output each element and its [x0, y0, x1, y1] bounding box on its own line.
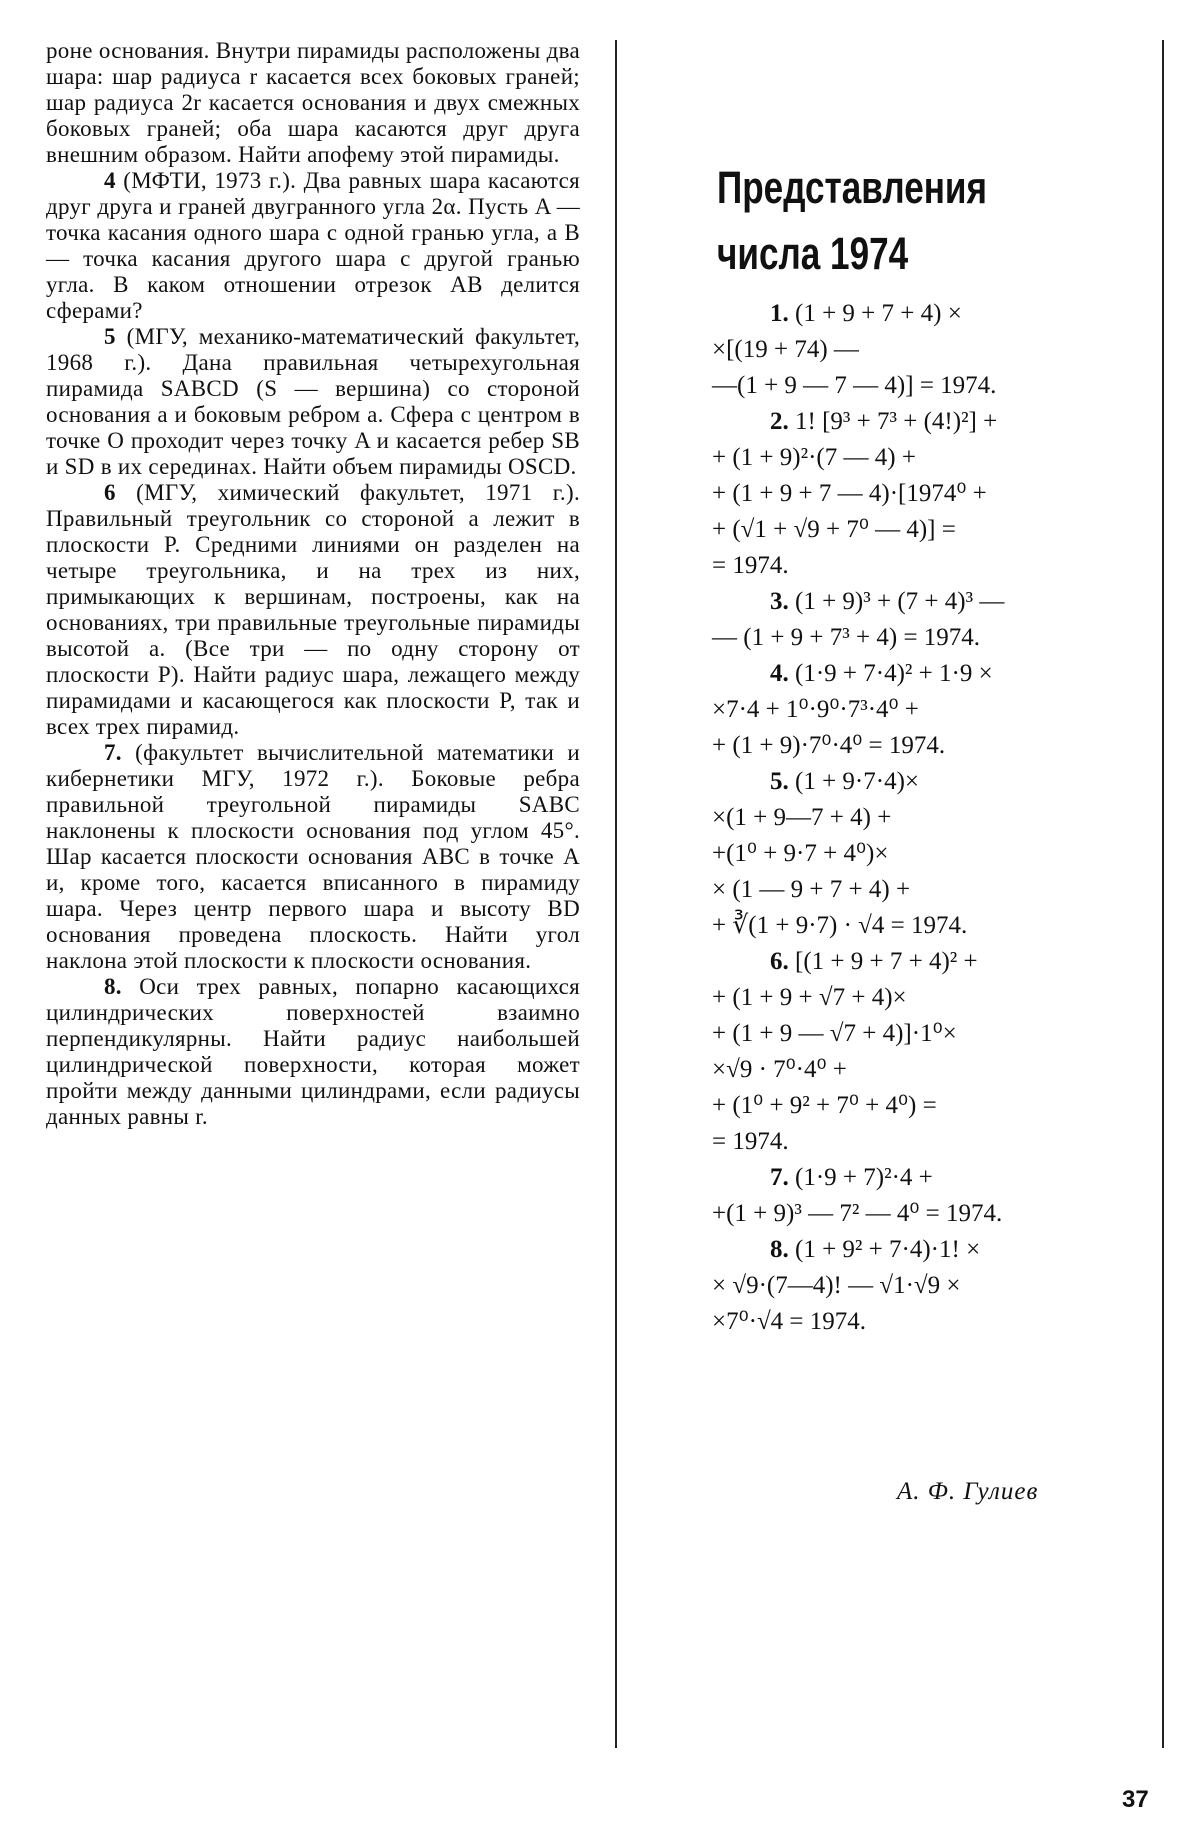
formula-text: + ∛(1 + 9·7) · √4 = 1974.	[712, 912, 968, 939]
formula-1	[712, 296, 1072, 404]
title-line-1: Представления	[717, 162, 987, 213]
formula-3	[712, 584, 1072, 656]
formula-text: ×[(19 + 74) —	[712, 336, 859, 363]
formula-line	[712, 296, 1072, 332]
formula-text: [(1 + 9 + 7 + 4)² +	[788, 948, 978, 975]
formula-text: + (1 + 9)·7⁰·4⁰ = 1974.	[712, 732, 946, 759]
formula-line	[712, 1268, 1072, 1304]
formula-line	[712, 656, 1072, 692]
formula-text: = 1974.	[712, 552, 789, 579]
problem-8	[46, 974, 580, 1130]
problem-number: 5	[104, 324, 116, 349]
problem-text: (факультет вычислительной математики и кибернетики МГУ, 1972 г.). Боковые ребра правильной треугольной пирамиды SABC наклонены к плоскости основания под углом 45°. Шар касается плоскости основания ABC в точке A и, кроме того, касается вписанного в пирамиду шара. Через центр первого шара и высоту BD основания проведена плоскость. Найти угол наклона этой плоскости к плоскости основания.	[46, 740, 580, 973]
author-signature: А. Ф. Гулиев	[897, 1478, 1039, 1505]
formula-line	[712, 1016, 1072, 1052]
formula-line	[712, 368, 1072, 404]
page-number: 37	[1122, 1786, 1149, 1813]
formula-number: 4.	[770, 660, 789, 687]
formula-text: + (1 + 9 + 7 — 4)·[1974⁰ +	[712, 480, 987, 507]
formula-text: +(1⁰ + 9·7 + 4⁰)×	[712, 840, 889, 867]
formula-line	[712, 404, 1072, 440]
formula-text: +(1 + 9)³ — 7² — 4⁰ = 1974.	[712, 1200, 1003, 1227]
problem-5	[46, 324, 580, 480]
formula-line	[712, 512, 1072, 548]
formula-line	[712, 692, 1072, 728]
formula-list	[712, 296, 1072, 1340]
formula-text: (1·9 + 7·4)² + 1·9 ×	[788, 660, 993, 687]
formula-line	[712, 728, 1072, 764]
formula-4	[712, 656, 1072, 764]
problem-number: 6	[104, 480, 116, 505]
formula-number: 1.	[770, 300, 789, 327]
column-divider-right	[1162, 40, 1164, 1748]
formula-2	[712, 404, 1072, 584]
problem-number: 4	[104, 168, 116, 193]
formula-line	[712, 1304, 1072, 1340]
formula-line	[712, 800, 1072, 836]
formula-line	[712, 764, 1072, 800]
formula-text: (1·9 + 7)²·4 +	[788, 1164, 933, 1191]
formula-text: = 1974.	[712, 1128, 789, 1155]
article-title	[717, 155, 1045, 287]
problem-6	[46, 480, 580, 740]
formula-line	[712, 1196, 1072, 1232]
formula-text: ×(1 + 9—7 + 4) +	[712, 804, 892, 831]
formula-text: —(1 + 9 — 7 — 4)] = 1974.	[712, 372, 997, 399]
formula-text: (1 + 9)³ + (7 + 4)³ —	[788, 588, 1005, 615]
formula-line	[712, 980, 1072, 1016]
formula-text: + (1 + 9)²·(7 — 4) +	[712, 444, 916, 471]
formula-number: 7.	[770, 1164, 789, 1191]
formula-text: (1 + 9 + 7 + 4) ×	[788, 300, 962, 327]
problem-text: (МФТИ, 1973 г.). Два равных шара касаются друг друга и граней двугранного угла 2α. Пусть A — точка касания одного шара с одной гранью угла, а B — точка касания другого шара с другой гранью угла. В каком отношении отрезок AB делится сферами?	[46, 168, 580, 323]
left-column	[46, 38, 580, 1130]
formula-line	[712, 1088, 1072, 1124]
problem-number: 7.	[104, 740, 122, 765]
formula-text: + (1 + 9 — √7 + 4)]·1⁰×	[712, 1020, 957, 1047]
problem-text: Оси трех равных, попарно касающихся цилиндрических поверхностей взаимно перпендикулярны. Найти радиус наибольшей цилиндрической поверхности, которая может пройти между данными цилиндрами, если радиусы данных равны r.	[46, 974, 580, 1129]
formula-number: 3.	[770, 588, 789, 615]
intro-paragraph: роне основания. Внутри пирамиды расположены два шара: шар радиуса r касается всех боковых граней; шар радиуса 2r касается основания и двух смежных боковых граней; оба шара касаются друг друга внешним образом. Найти апофему этой пирамиды.	[46, 38, 580, 167]
formula-5	[712, 764, 1072, 944]
title-line-2: числа 1974	[717, 228, 909, 279]
formula-text: ×7⁰·√4 = 1974.	[712, 1308, 867, 1335]
formula-text: × (1 — 9 + 7 + 4) +	[712, 876, 911, 903]
formula-number: 8.	[770, 1236, 789, 1263]
formula-text: + (1⁰ + 9² + 7⁰ + 4⁰) =	[712, 1092, 937, 1119]
problem-7	[46, 740, 580, 974]
formula-line	[712, 908, 1072, 944]
formula-number: 2.	[770, 408, 789, 435]
formula-line	[712, 620, 1072, 656]
formula-line	[712, 1124, 1072, 1160]
formula-line	[712, 836, 1072, 872]
problem-number: 8.	[104, 974, 122, 999]
formula-7	[712, 1160, 1072, 1232]
formula-text: × √9·(7—4)! — √1·√9 ×	[712, 1272, 961, 1299]
formula-text: ×7·4 + 1⁰·9⁰·7³·4⁰ +	[712, 696, 919, 723]
formula-line	[712, 1232, 1072, 1268]
formula-line	[712, 584, 1072, 620]
formula-8	[712, 1232, 1072, 1340]
formula-text: 1! [9³ + 7³ + (4!)²] +	[788, 408, 998, 435]
formula-text: — (1 + 9 + 7³ + 4) = 1974.	[712, 624, 981, 651]
formula-line	[712, 332, 1072, 368]
problem-4	[46, 168, 580, 324]
problem-text: (МГУ, химический факультет, 1971 г.). Правильный треугольник со стороной a лежит в плоскости P. Средними линиями он разделен на четыре треугольника, и на трех из них, примыкающих к вершинам, построены, как на основаниях, три правильные треугольные пирамиды высотой a. (Все три — по одну сторону от плоскости P). Найти радиус шара, лежащего между пирамидами и касающегося как плоскости P, так и всех трех пирамид.	[46, 480, 580, 739]
problem-text: (МГУ, механико-математический факультет, 1968 г.). Дана правильная четырехугольная пирамида SABCD (S — вершина) со стороной основания a и боковым ребром a. Сфера с центром в точке O проходит через точку A и касается ребер SB и SD в их серединах. Найти объем пирамиды OSCD.	[46, 324, 580, 479]
formula-line	[712, 1052, 1072, 1088]
formula-text: + (1 + 9 + √7 + 4)×	[712, 984, 907, 1011]
formula-text: (1 + 9·7·4)×	[788, 768, 919, 795]
formula-line	[712, 944, 1072, 980]
formula-6	[712, 944, 1072, 1160]
formula-text: (1 + 9² + 7·4)·1! ×	[788, 1236, 981, 1263]
formula-line	[712, 548, 1072, 584]
formula-number: 5.	[770, 768, 789, 795]
column-divider-left	[615, 40, 617, 1748]
formula-text: ×√9 · 7⁰·4⁰ +	[712, 1056, 847, 1083]
formula-text: + (√1 + √9 + 7⁰ — 4)] =	[712, 516, 956, 543]
formula-number: 6.	[770, 948, 789, 975]
formula-line	[712, 476, 1072, 512]
formula-line	[712, 1160, 1072, 1196]
formula-line	[712, 440, 1072, 476]
formula-line	[712, 872, 1072, 908]
